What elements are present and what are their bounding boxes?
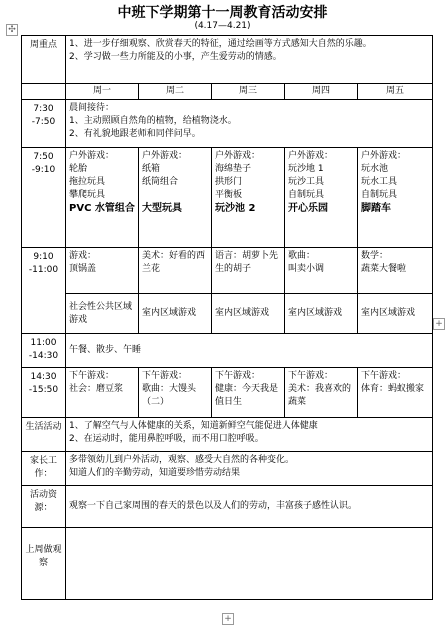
time-start: 7:30: [33, 104, 54, 114]
page-title: 中班下学期第十一周教育活动安排: [117, 5, 328, 21]
outdoor-cell-thursday[interactable]: [285, 148, 358, 248]
cell-line: 户外游戏：: [142, 151, 188, 161]
cell-line: 纸箱: [142, 164, 161, 174]
time-end: -9:10: [31, 165, 56, 175]
day-wednesday: 周三: [212, 84, 285, 100]
days-header-row: [22, 84, 433, 100]
cell-bold-line: PVC 水管组合: [69, 203, 135, 214]
activity-cell-monday[interactable]: 游戏： 顶锅盖: [66, 248, 139, 294]
cell-line: 攀爬玩具: [69, 190, 106, 200]
game-cell-wednesday[interactable]: 室内区域游戏: [212, 294, 285, 334]
game-cell-tuesday[interactable]: 室内区域游戏: [139, 294, 212, 334]
time-end: -7:50: [31, 117, 56, 127]
cell-line: 拱形门: [215, 177, 243, 187]
cell-line: 玩沙工具: [288, 177, 325, 187]
outdoor-time: [22, 148, 66, 248]
indoor-games-row: [22, 294, 433, 334]
schedule-table: [21, 35, 433, 600]
reflection-row: [22, 528, 433, 600]
activity-cell-friday[interactable]: 数学： 蔬菜大餐啦: [358, 248, 433, 294]
day-thursday: 周四: [285, 84, 358, 100]
add-row-handle[interactable]: +: [222, 613, 234, 625]
cell-line: 平衡板: [215, 190, 243, 200]
time-end: -14:30: [28, 351, 59, 361]
cell-line: 拖拉玩具: [69, 177, 106, 187]
resources-row: [22, 486, 433, 528]
afternoon-cell-wednesday[interactable]: 下午游戏： 健康：今天我是值日生: [212, 368, 285, 418]
cell-bold-line: 大型玩具: [142, 203, 182, 214]
cell-line: 海绵垫子: [215, 164, 252, 174]
cell-bold-line: 玩沙池 2: [215, 203, 256, 214]
time-start: 9:10: [33, 252, 54, 262]
activity-cell-thursday[interactable]: 歌曲： 叫卖小调: [285, 248, 358, 294]
cell-line: 户外游戏：: [69, 151, 115, 161]
life-row: [22, 418, 433, 452]
activity-cell-tuesday[interactable]: 美术：好看的西兰花: [139, 248, 212, 294]
morning-time: [22, 100, 66, 148]
add-column-handle[interactable]: +: [433, 318, 445, 330]
life-line: 2、在运动时，能用鼻腔呼吸，而不用口腔呼吸。: [69, 434, 264, 444]
afternoon-cell-monday[interactable]: 下午游戏： 社会：磨豆浆: [66, 368, 139, 418]
activity-cell-wednesday[interactable]: 语言：胡萝卜先生的胡子: [212, 248, 285, 294]
time-start: 7:50: [33, 152, 54, 162]
cell-line: 自制玩具: [361, 190, 398, 200]
cell-line: 玩水工具: [361, 177, 398, 187]
afternoon-row: [22, 368, 433, 418]
life-label: 生活活动: [22, 418, 66, 452]
cell-line: 轮胎: [69, 164, 88, 174]
afternoon-cell-friday[interactable]: 下午游戏： 体育：蚂蚁搬家: [358, 368, 433, 418]
outdoor-cell-friday[interactable]: [358, 148, 433, 248]
outdoor-cell-monday[interactable]: [66, 148, 139, 248]
cell-line: 户外游戏：: [215, 151, 261, 161]
lunch-time: [22, 334, 66, 368]
cell-line: 纸筒组合: [142, 177, 179, 187]
cell-line: 自制玩具: [288, 190, 325, 200]
day-friday: 周五: [358, 84, 433, 100]
life-line: 1、了解空气与人体健康的关系，知道新鲜空气能促进人体健康: [69, 421, 318, 431]
day-monday: 周一: [66, 84, 139, 100]
lunch-content[interactable]: 午餐、散步、午睡: [66, 334, 433, 368]
family-line: 知道人们的辛勤劳动，知道要珍惜劳动结果: [69, 468, 241, 478]
game-cell-monday[interactable]: 社会性公共区域游戏: [66, 294, 139, 334]
afternoon-cell-tuesday[interactable]: 下午游戏： 歌曲：大馒头（二）: [139, 368, 212, 418]
resources-content[interactable]: 观察一下自己家周围的春天的景色以及人们的劳动，丰富孩子感性认识。: [66, 486, 433, 528]
week-focus-row: [22, 36, 433, 84]
time-start: 14:30: [30, 372, 57, 382]
time-end: -15:50: [28, 385, 59, 395]
game-cell-friday[interactable]: 室内区域游戏: [358, 294, 433, 334]
week-focus-content[interactable]: [66, 36, 433, 84]
date-range: (4.17—4.21): [194, 21, 251, 31]
time-end: -11:00: [28, 265, 59, 275]
activity-row: [22, 248, 433, 294]
week-focus-line: 1、进一步仔细观察、欣赏春天的特征，通过绘画等方式感知大自然的乐趣。: [69, 39, 372, 49]
week-focus-line: 2、学习做一些力所能及的小事，产生爱劳动的情感。: [69, 52, 282, 62]
game-cell-thursday[interactable]: 室内区域游戏: [285, 294, 358, 334]
morning-line: 晨间接待：: [69, 103, 115, 113]
morning-line: 2、有礼貌地跟老师和同伴问早。: [69, 129, 201, 139]
time-start: 11:00: [30, 338, 57, 348]
family-label: 家长工作：: [22, 452, 66, 486]
reflection-label: 上周做观察: [22, 528, 66, 600]
table-move-handle[interactable]: ✣: [6, 24, 18, 36]
cell-line: 玩沙地 1: [288, 164, 324, 174]
outdoor-cell-tuesday[interactable]: [139, 148, 212, 248]
afternoon-time: [22, 368, 66, 418]
morning-line: 1、主动照顾自然角的植物，给植物浇水。: [69, 116, 237, 126]
cell-line: 户外游戏：: [288, 151, 334, 161]
outdoor-row: [22, 148, 433, 248]
cell-line: 户外游戏：: [361, 151, 407, 161]
activity-time: [22, 248, 66, 334]
day-tuesday: 周二: [139, 84, 212, 100]
cell-bold-line: 开心乐园: [288, 203, 328, 214]
afternoon-cell-thursday[interactable]: 下午游戏： 美术：我喜欢的蔬菜: [285, 368, 358, 418]
morning-row: [22, 100, 433, 148]
morning-content[interactable]: [66, 100, 433, 148]
family-row: [22, 452, 433, 486]
cell-bold-line: 脚踏车: [361, 203, 391, 214]
reflection-content[interactable]: [66, 528, 433, 600]
family-content[interactable]: [66, 452, 433, 486]
outdoor-cell-wednesday[interactable]: [212, 148, 285, 248]
cell-line: 玩水池: [361, 164, 389, 174]
family-line: 多带领幼儿到户外活动，观察、感受大自然的各种变化。: [69, 455, 295, 465]
lunch-row: [22, 334, 433, 368]
week-focus-label: 周重点: [22, 36, 66, 84]
resources-label: 活动资源：: [22, 486, 66, 528]
header-blank-cell[interactable]: [22, 84, 66, 100]
life-content[interactable]: [66, 418, 433, 452]
